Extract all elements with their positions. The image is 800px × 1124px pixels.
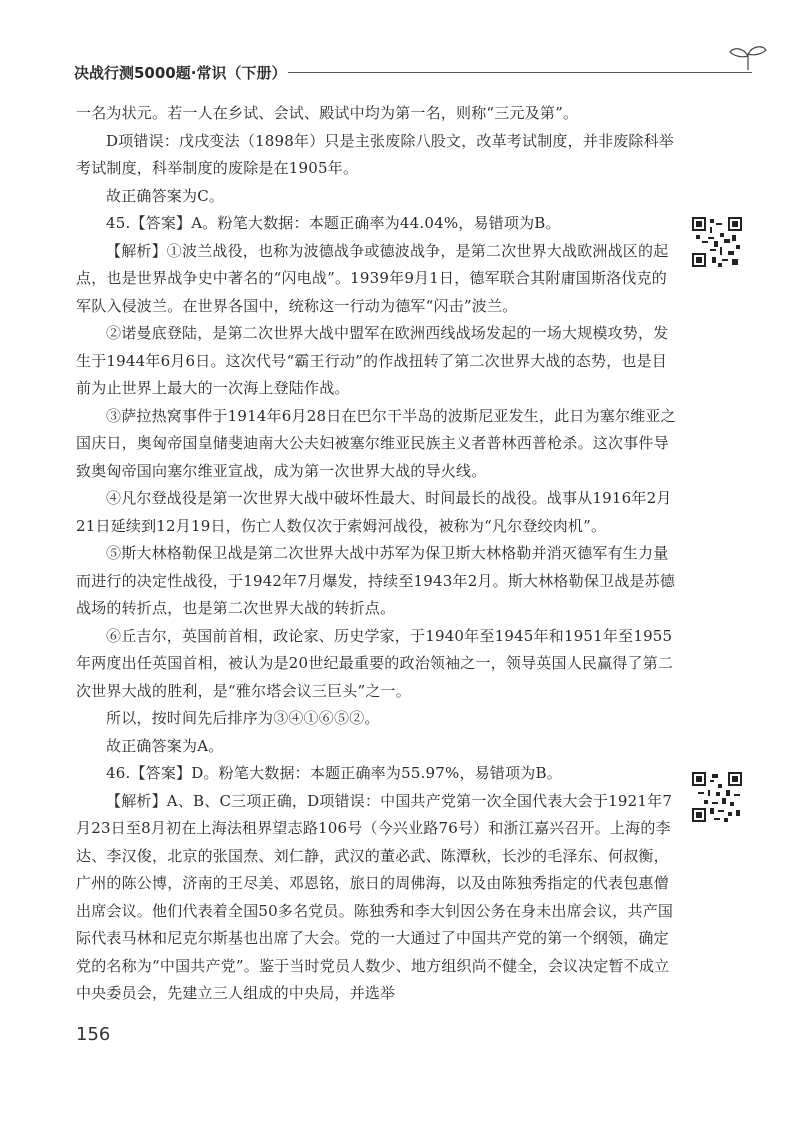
leaf-sprout-icon bbox=[724, 42, 772, 72]
paragraph: 故正确答案为A。 bbox=[106, 736, 224, 755]
page-number: 156 bbox=[76, 1024, 111, 1045]
qr-code-icon[interactable] bbox=[692, 217, 742, 267]
header-rule bbox=[288, 72, 752, 73]
explanation-45-2: ②诺曼底登陆，是第二次世界大战中盟军在欧洲西线战场发起的一场大规模攻势，发生于1944年6月6日。这次代号“霸王行动”的作战扭转了第二次世界大战的态势，也是目前为止世界上最大的一次海上登陆作战。 bbox=[76, 324, 669, 397]
explanation-46: 【解析】A、B、C三项正确，D项错误：中国共产党第一次全国代表大会于1921年7月23日至8月初在上海法租界望志路106号（今兴业路76号）和浙江嘉兴召开。上海的李达、李汉俊，北京的张国焘、刘仁静，武汉的董必武、陈潭秋，长沙的毛泽东、何叔衡，广州的陈公博，济南的王尽美、邓恩铭，旅日的周佛海，以及由陈独秀指定的代表包惠僧出席会议。他们代表着全国50多名党员。陈独秀和李大钊因公务在身未出席会议，共产国际代表马林和尼克尔斯基也出席了大会。党的一大通过了中国共产党的第一个纲领，确定党的名称为“中国共产党”。鉴于当时党员人数少、地方组织尚不健全，会议决定暂不成立中央委员会，先建立三人组成的中央局，并选举 bbox=[76, 791, 674, 1002]
paragraph: 故正确答案为C。 bbox=[106, 186, 225, 205]
explanation-45-5: ⑤斯大林格勒保卫战是第二次世界大战中苏军为保卫斯大林格勒并消灭德军有生力量而进行的决定性战役，于1942年7月爆发，持续至1943年2月。斯大林格勒保卫战是苏德战场的转折点，也是第二次世界大战的转折点。 bbox=[76, 544, 676, 617]
explanation-45-3: ③萨拉热窝事件于1914年6月28日在巴尔干半岛的波斯尼亚发生，此日为塞尔维亚之国庆日，奥匈帝国皇储斐迪南大公夫妇被塞尔维亚民族主义者普林西普枪杀。这次事件导致奥匈帝国向塞尔维亚宣战，成为第一次世界大战的导火线。 bbox=[76, 406, 676, 480]
qr-code-icon[interactable] bbox=[692, 772, 742, 822]
paragraph: 一名为状元。若一人在乡试、会试、殿试中均为第一名，则称“三元及第”。 bbox=[76, 104, 579, 122]
book-title: 决战行测5000题·常识（下册） bbox=[74, 64, 287, 82]
answer-46: 46.【答案】D。粉笔大数据：本题正确率为55.97%，易错项为B。 bbox=[106, 764, 562, 782]
paragraph: 所以，按时间先后排序为③④①⑥⑤②。 bbox=[106, 709, 380, 727]
explanation-45-6: ⑥丘吉尔，英国前首相，政论家、历史学家，于1940年至1945年和1951年至1955年两度出任英国首相，被认为是20世纪最重要的政治领袖之一，领导英国人民赢得了第二次世界大战的胜利，是“雅尔塔会议三巨头”之一。 bbox=[76, 626, 674, 700]
body-text bbox=[76, 100, 682, 1008]
paragraph: D项错误：戊戌变法（1898年）只是主张废除八股文，改革考试制度，并非废除科举考试制度，科举制度的废除是在1905年。 bbox=[76, 131, 675, 177]
page-header bbox=[74, 56, 750, 92]
answer-45: 45.【答案】A。粉笔大数据：本题正确率为44.04%，易错项为B。 bbox=[106, 214, 561, 232]
explanation-45-4: ④凡尔登战役是第一次世界大战中破坏性最大、时间最长的战役。战事从1916年2月21日延续到12月19日，伤亡人数仅次于索姆河战役，被称为“凡尔登绞肉机”。 bbox=[76, 489, 672, 535]
explanation-45-1: 【解析】①波兰战役，也称为波德战争或德波战争，是第二次世界大战欧洲战区的起点，也是世界战争史中著名的“闪电战”。1939年9月1日，德军联合其附庸国斯洛伐克的军队入侵波兰。在世界各国中，统称这一行动为德军“闪击”波兰。 bbox=[76, 241, 669, 315]
